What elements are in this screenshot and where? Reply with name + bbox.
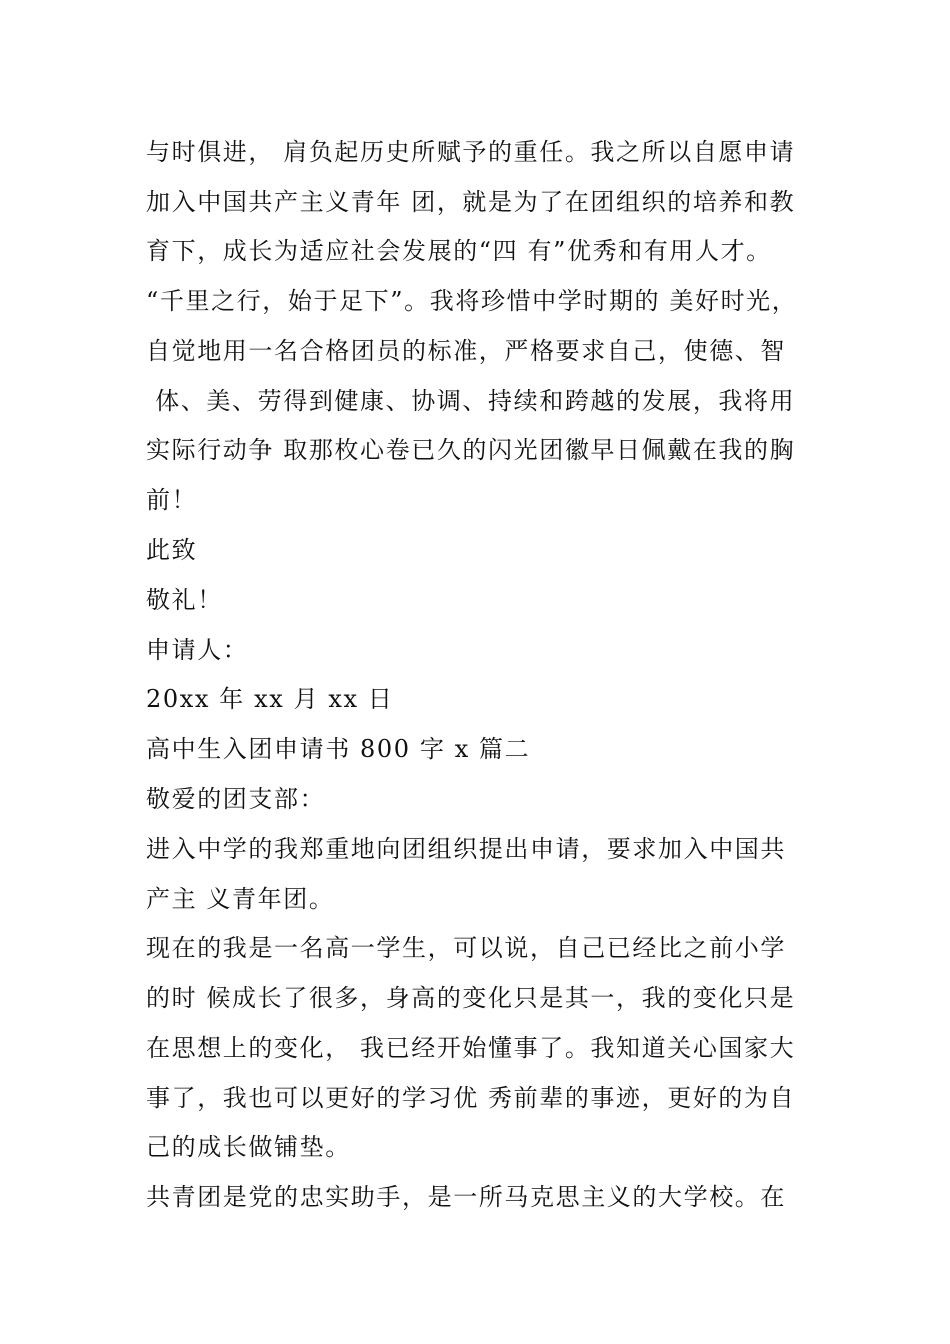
text-line: 体、美、劳得到健康、协调、持续和跨越的发展，我将用 [146, 387, 796, 415]
text-line: 加入中国共产主义青年 团，就是为了在团组织的培养和教 [146, 188, 796, 216]
text-line: 的时 候成长了很多，身高的变化只是其一，我的变化只是 [146, 984, 796, 1012]
salutation-respect: 敬礼！ [146, 586, 223, 614]
letter-greeting: 敬爱的团支部： [146, 785, 326, 813]
salutation-closing: 此致 [146, 536, 198, 564]
text-line: 进入中学的我郑重地向团组织提出申请，要求加入中国共 [146, 835, 786, 863]
text-line: 实际行动争 取那枚心卷已久的闪光团徽早日佩戴在我的胸 [146, 436, 796, 464]
text-line: 在思想上的变化， 我已经开始懂事了。我知道关心国家大 [146, 1034, 796, 1062]
section-title: 高中生入团申请书 800 字 x 篇二 [146, 735, 531, 763]
text-line: 自觉地用一名合格团员的标准，严格要求自己，使德、智 [146, 337, 786, 365]
text-line: 产主 义青年团。 [146, 885, 335, 913]
text-line: 现在的我是一名高一学生，可以说，自己已经比之前小学 [146, 934, 786, 962]
text-line: 前！ [146, 486, 198, 514]
applicant-label: 申请人： [146, 636, 249, 664]
text-line: 己的成长做铺垫。 [146, 1133, 351, 1161]
text-line: 育下，成长为适应社会发展的“四 有”优秀和有用人才。 [146, 237, 772, 265]
text-line: “千里之行，始于足下”。我将珍惜中学时期的 美好时光， [146, 287, 798, 315]
date-line: 20xx 年 xx 月 xx 日 [146, 685, 394, 713]
text-line: 事了，我也可以更好的学习优 秀前辈的事迹，更好的为自 [146, 1084, 796, 1112]
text-line: 与时俱进， 肩负起历史所赋予的重任。我之所以自愿申请 [146, 138, 796, 166]
text-line: 共青团是党的忠实助手，是一所马克思主义的大学校。在 [146, 1183, 786, 1211]
